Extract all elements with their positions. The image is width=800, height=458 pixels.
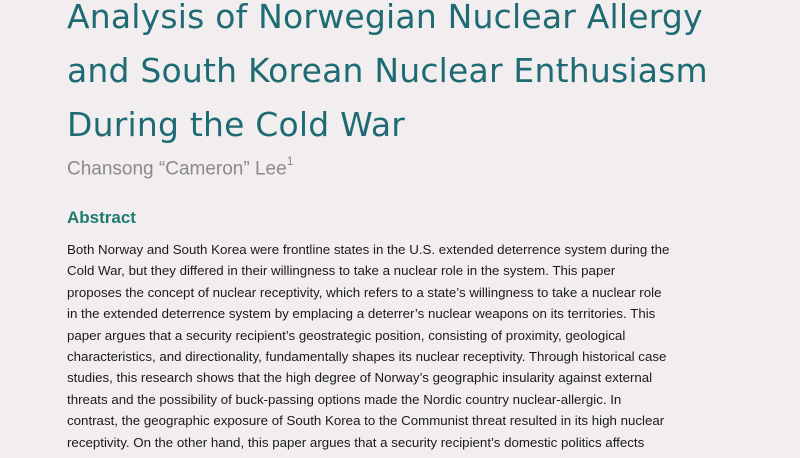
abstract-line: studies, this research shows that the high degree of Norway’s geographic insularity against external xyxy=(67,370,653,386)
abstract-line: proposes the concept of nuclear receptivity, which refers to a state’s willingness to take a nuclear role xyxy=(67,284,662,300)
abstract-line: Both Norway and South Korea were frontline states in the U.S. extended deterrence system during the xyxy=(67,242,670,257)
author-footnote-mark[interactable]: 1 xyxy=(286,154,294,168)
title-line: and South Korean Nuclear Enthusiasm xyxy=(67,51,708,90)
title-line: Analysis of Norwegian Nuclear Allergy xyxy=(67,0,703,36)
abstract-body xyxy=(67,239,717,453)
author-line xyxy=(67,156,293,180)
abstract-line: receptivity. On the other hand, this paper argues that a security recipient’s domestic politics affects xyxy=(67,434,645,450)
abstract-line: paper argues that a security recipient’s geostrategic position, consisting of proximity, geological xyxy=(67,327,626,343)
paper-title xyxy=(67,0,767,152)
title-line: During the Cold War xyxy=(67,105,406,144)
abstract-line: characteristics, and directionality, fundamentally shapes its nuclear receptivity. Through historical case xyxy=(67,349,667,365)
abstract-line: contrast, the geographic exposure of South Korea to the Communist threat resulted in its high nuclear xyxy=(67,413,665,429)
abstract-line: in the extended deterrence system by emplacing a deterrer’s nuclear weapons on its territories. This xyxy=(67,306,656,322)
author-name: Chansong “Cameron” Lee xyxy=(67,158,287,180)
abstract-line: Cold War, but they differed in their willingness to take a nuclear role in the system. This paper xyxy=(67,263,616,279)
abstract-heading: Abstract xyxy=(67,208,136,227)
abstract-line: threats and the possibility of buck-passing options made the Nordic country nuclear-allergic. In xyxy=(67,391,622,407)
